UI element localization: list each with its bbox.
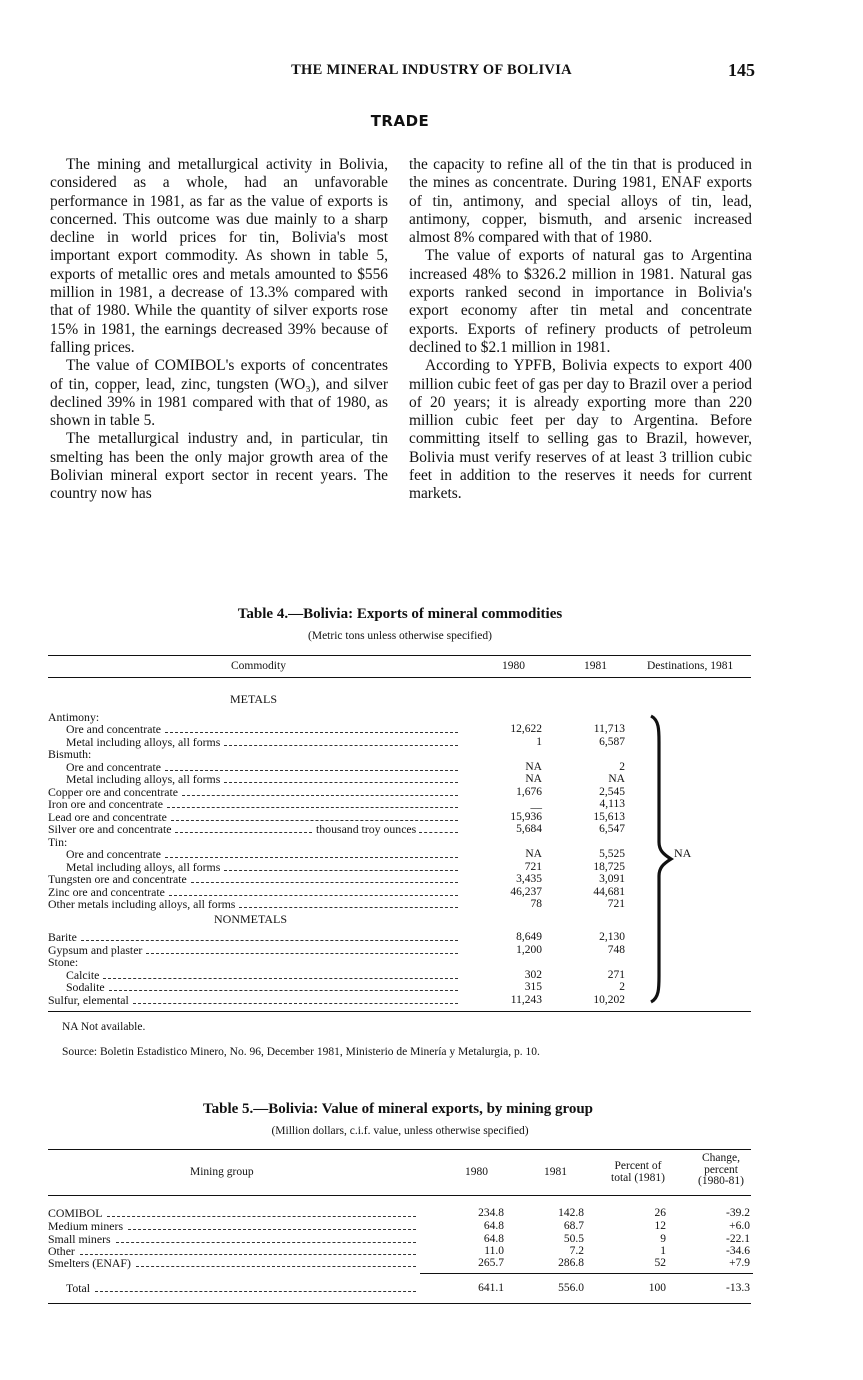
value-1981: 4,113 — [599, 798, 625, 810]
change-percent: -39.2 — [726, 1207, 750, 1219]
header-line: Change, — [701, 1152, 740, 1164]
leader-dots — [191, 882, 458, 883]
change-percent: -13.3 — [726, 1282, 750, 1294]
table-rule — [48, 1195, 751, 1196]
page-number: 145 — [728, 60, 755, 80]
leader-dots — [165, 770, 458, 771]
leader-dots — [175, 832, 312, 833]
leader-dots — [165, 857, 458, 858]
leader-dots — [95, 1291, 416, 1292]
column-header-1980: 1980 — [502, 660, 525, 672]
paragraph: The value of COMIBOL's exports of concentrates of tin, copper, lead, zinc, tungsten (WO₃), and silver declined 39% in 1981 compared with that of 1980, as shown in table 5. — [50, 357, 388, 430]
section-nonmetals: NONMETALS — [214, 912, 288, 926]
percent-total: 52 — [654, 1257, 666, 1269]
brace-bracket — [645, 714, 675, 1004]
change-percent: -22.1 — [726, 1233, 750, 1245]
commodity-label: Stone: — [48, 955, 79, 969]
value-1981: 50.5 — [563, 1233, 584, 1245]
value-1981: 2 — [619, 761, 625, 773]
commodity-label: Metal including alloys, all forms — [66, 772, 221, 786]
table-rule — [48, 1303, 751, 1304]
paragraph: the capacity to refine all of the tin that is produced in the mines as concentrate. During 1981, ENAF exports of tin, antimony, and special alloys of tin, lead, antimony, copper, bismuth, and arsenic increased almost 8% compared with that of 1980. — [409, 156, 752, 247]
value-1980: 5,684 — [516, 823, 542, 835]
value-1980: 64.8 — [483, 1233, 504, 1245]
leader-dots — [224, 745, 458, 746]
percent-total: 1 — [660, 1245, 666, 1257]
unit-note: thousand troy ounces — [316, 822, 417, 836]
leader-dots — [116, 1242, 416, 1243]
commodity-label: Calcite — [66, 968, 100, 982]
column-header-1981: 1981 — [584, 660, 607, 672]
table-row — [48, 1207, 753, 1220]
value-1981: 2,130 — [599, 931, 625, 943]
commodity-label: Ore and concentrate — [66, 760, 161, 774]
value-1981: 286.8 — [558, 1257, 584, 1269]
header-line: percent — [704, 1163, 738, 1176]
value-1981: 44,681 — [593, 886, 625, 898]
value-1980: 641.1 — [478, 1282, 504, 1294]
value-1981: 11,713 — [593, 723, 625, 735]
value-1981: 6,587 — [599, 736, 625, 748]
section-title: TRADE — [370, 112, 430, 130]
commodity-label: Iron ore and concentrate — [48, 797, 163, 811]
leader-dots — [224, 782, 458, 783]
value-1980: 15,936 — [510, 811, 542, 823]
section-metals: METALS — [230, 692, 278, 706]
column-header-change — [690, 1153, 752, 1188]
body-column-left — [50, 156, 388, 504]
leader-dots — [239, 907, 458, 908]
value-1980: 3,435 — [516, 873, 542, 885]
value-1980: 1,200 — [516, 944, 542, 956]
change-percent: +7.9 — [729, 1257, 750, 1269]
commodity-label: Other metals including alloys, all forms — [48, 897, 236, 911]
commodity-label: Metal including alloys, all forms — [66, 860, 221, 874]
table-row — [48, 1220, 753, 1233]
table-5-caption: Table 5.—Bolivia: Value of mineral exports, by mining group — [202, 1101, 594, 1117]
value-1980: 12,622 — [510, 723, 542, 735]
value-1980: 1,676 — [516, 786, 542, 798]
column-header-percent — [606, 1161, 670, 1184]
value-1981: 5,525 — [599, 848, 625, 860]
leader-dots — [103, 978, 458, 979]
leader-dots — [169, 895, 458, 896]
change-percent: +6.0 — [729, 1220, 750, 1232]
column-header-1980: 1980 — [465, 1166, 488, 1178]
leader-dots — [146, 953, 458, 954]
header-line: (1980-81) — [698, 1175, 744, 1187]
commodity-label: Ore and concentrate — [66, 722, 161, 736]
value-1980: NA — [525, 848, 542, 860]
body-column-right — [409, 156, 752, 504]
value-1981: 2,545 — [599, 786, 625, 798]
value-1981: 142.8 — [558, 1207, 584, 1219]
percent-total: 26 — [654, 1207, 666, 1219]
value-1981: 556.0 — [558, 1282, 584, 1294]
leader-dots — [167, 807, 458, 808]
value-1980: 265.7 — [478, 1257, 504, 1269]
value-1981: 15,613 — [593, 811, 625, 823]
table-rule — [48, 677, 751, 678]
leader-dots — [171, 820, 458, 821]
group-label: Small miners — [48, 1232, 111, 1246]
value-1981: 18,725 — [593, 861, 625, 873]
table-rule — [48, 655, 751, 656]
value-1981: NA — [608, 773, 625, 785]
table-5-subcaption: (Million dollars, c.i.f. value, unless otherwise specified) — [271, 1125, 529, 1137]
commodity-label: Lead ore and concentrate — [48, 810, 167, 824]
leader-dots — [81, 940, 458, 941]
value-1981: 748 — [607, 944, 625, 956]
value-1981: 721 — [607, 898, 625, 910]
table-row — [48, 898, 648, 911]
commodity-label: Ore and concentrate — [66, 847, 161, 861]
table-row — [48, 1257, 753, 1270]
group-label: Medium miners — [48, 1219, 124, 1233]
table-row — [48, 994, 648, 1007]
value-1980: 8,649 — [516, 931, 542, 943]
commodity-label: Sulfur, elemental — [48, 993, 129, 1007]
value-1980: 721 — [524, 861, 542, 873]
total-rule — [420, 1273, 753, 1274]
value-1981: 3,091 — [599, 873, 625, 885]
value-1981: 68.7 — [563, 1220, 584, 1232]
group-label: Other — [48, 1244, 75, 1258]
value-1980: 11,243 — [510, 994, 542, 1006]
header-line: total (1981) — [611, 1171, 665, 1184]
leader-dots — [128, 1229, 416, 1230]
value-1981: 7.2 — [569, 1245, 584, 1257]
commodity-label: Tungsten ore and concentrate — [48, 872, 187, 886]
commodity-label: Tin: — [48, 835, 68, 849]
commodity-label: Zinc ore and concentrate — [48, 885, 165, 899]
value-1981: 10,202 — [593, 994, 625, 1006]
table-rule — [48, 1011, 751, 1012]
value-1980: 11.0 — [484, 1245, 504, 1257]
paragraph: The metallurgical industry and, in particular, tin smelting has been the only major growth area of the Bolivian mineral export sector in recent years. The country now has — [50, 430, 388, 503]
value-1980: NA — [525, 761, 542, 773]
table-note: NA Not available. — [62, 1021, 146, 1033]
table-source: Source: Boletin Estadistico Minero, No. 96, December 1981, Ministerio de Minería y Metalurgia, p. 10. — [62, 1046, 540, 1058]
value-1981: 6,547 — [599, 823, 625, 835]
leader-dots — [182, 795, 458, 796]
table-rule — [48, 1149, 751, 1150]
value-1981: 271 — [607, 969, 625, 981]
leader-dots — [109, 990, 458, 991]
value-1980: NA — [525, 773, 542, 785]
commodity-label: Copper ore and concentrate — [48, 785, 179, 799]
table-4-caption: Table 4.—Bolivia: Exports of mineral commodities — [237, 606, 563, 622]
commodity-label: Antimony: — [48, 710, 100, 724]
commodity-label: Silver ore and concentrate — [48, 822, 172, 836]
destination-value: NA — [674, 846, 692, 860]
paragraph: According to YPFB, Bolivia expects to export 400 million cubic feet of gas per day to Brazil over a period of 20 years; it is already exporting more than 220 million cubic feet per day to Argentina. Before committing itself to selling gas to Brazil, however, Bolivia must verify reserves of at least 3 trillion cubic feet in addition to the reserves it needs for current markets. — [409, 357, 752, 503]
paragraph: The mining and metallurgical activity in Bolivia, considered as a whole, had an unfavorable performance in 1981, as far as the value of exports is concerned. This outcome was due mainly to a sharp decline in world prices for tin, Bolivia's most important export commodity. As shown in table 5, exports of metallic ores and metals amounted to $556 million in 1981, a decrease of 13.3% compared with that of 1980. While the quantity of silver exports rose 15% in 1981, the earnings decreased 39% because of falling prices. — [50, 156, 388, 356]
group-label: COMIBOL — [48, 1206, 103, 1220]
column-header-commodity: Commodity — [231, 660, 286, 672]
leader-dots — [165, 732, 458, 733]
commodity-label: Bismuth: — [48, 747, 92, 761]
table-4-subcaption: (Metric tons unless otherwise specified) — [308, 630, 492, 642]
header-title: THE MINERAL INDUSTRY OF BOLIVIA — [291, 62, 572, 78]
table-row — [48, 956, 648, 969]
group-label: Smelters (ENAF) — [48, 1256, 131, 1270]
percent-total: 100 — [648, 1282, 666, 1294]
table-row — [48, 823, 648, 836]
value-1981: 2 — [619, 981, 625, 993]
leader-dots — [80, 1254, 416, 1255]
value-1980: 234.8 — [478, 1207, 504, 1219]
leader-dots — [224, 870, 458, 871]
leader-dots — [107, 1216, 416, 1217]
value-1980: 302 — [524, 969, 542, 981]
change-percent: -34.6 — [726, 1245, 750, 1257]
leader-dots — [133, 1003, 458, 1004]
percent-total: 9 — [660, 1233, 666, 1245]
value-1980: 46,237 — [510, 886, 542, 898]
commodity-label: Metal including alloys, all forms — [66, 735, 221, 749]
leader-dots — [419, 832, 458, 833]
column-header-destinations: Destinations, 1981 — [647, 660, 734, 672]
total-row — [48, 1282, 753, 1295]
column-header-1981: 1981 — [544, 1166, 567, 1178]
column-header-group: Mining group — [190, 1166, 254, 1178]
value-1980: 315 — [524, 981, 542, 993]
leader-dots — [136, 1266, 416, 1267]
value-1980: 78 — [530, 898, 542, 910]
percent-total: 12 — [654, 1220, 666, 1232]
header-line: Percent of — [614, 1160, 662, 1172]
value-1980: __ — [530, 798, 542, 810]
commodity-label: Sodalite — [66, 980, 105, 994]
commodity-label: Barite — [48, 930, 77, 944]
paragraph: The value of exports of natural gas to Argentina increased 48% to $326.2 million in 1981. Natural gas exports ranked second in importance in Bolivia's export economy after tin metal and concentrate exports. Exports of refinery products of petroleum declined to $2.1 million in 1981. — [409, 247, 752, 356]
value-1980: 64.8 — [483, 1220, 504, 1232]
value-1980: 1 — [536, 736, 542, 748]
commodity-label: Gypsum and plaster — [48, 943, 143, 957]
table-row — [48, 981, 648, 994]
group-label: Total — [66, 1281, 91, 1295]
